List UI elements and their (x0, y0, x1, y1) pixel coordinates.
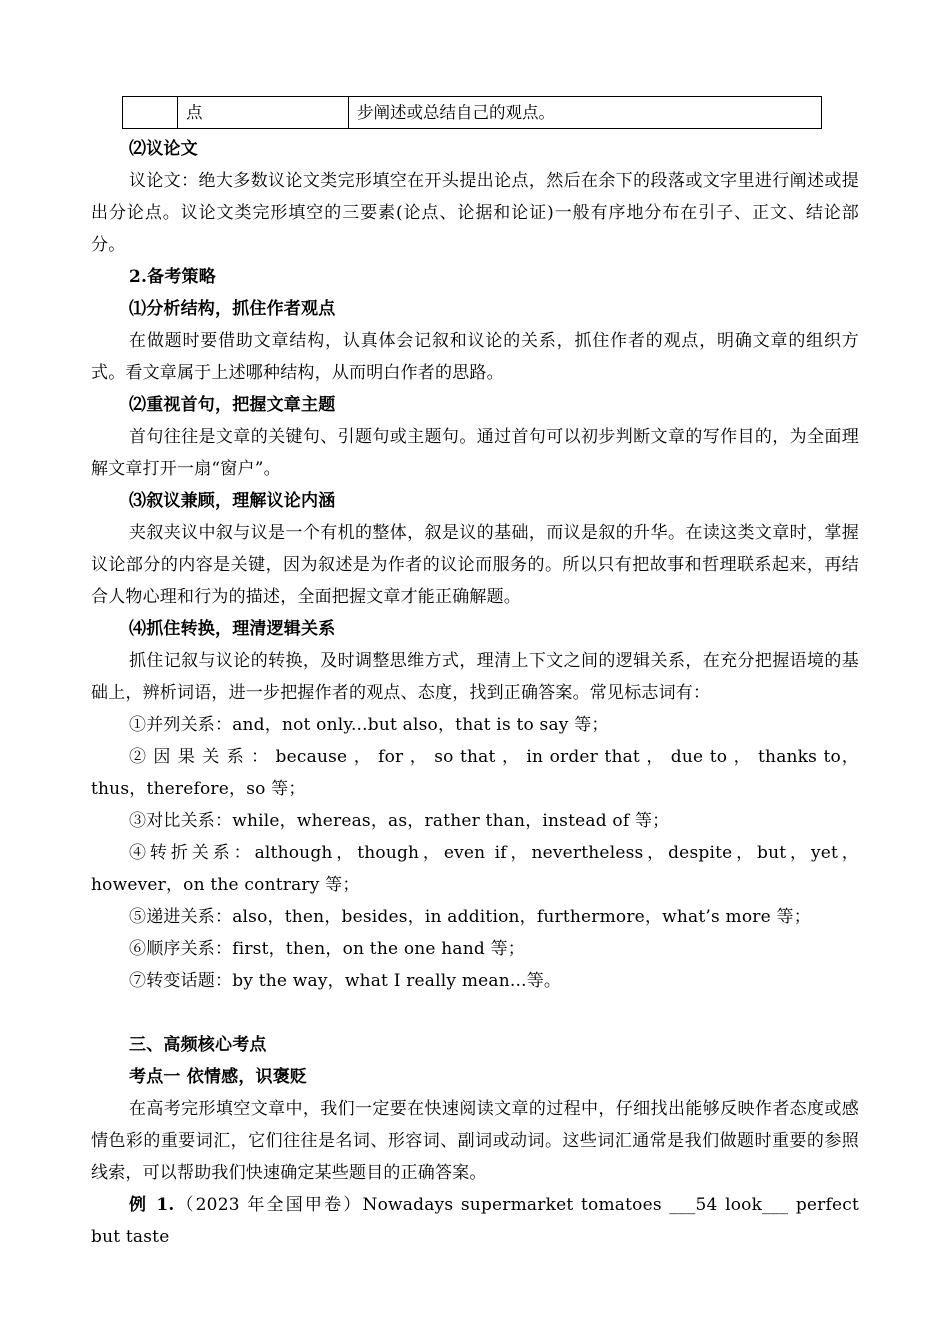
table-cell-description: 步阐述或总结自己的观点。 (349, 97, 822, 129)
strategy-1-title: ⑴分析结构，抓住作者观点 (129, 299, 336, 319)
example-1 (91, 1189, 859, 1253)
core-heading: 三、高频核心考点 (129, 1035, 267, 1055)
marker-contrast: ③对比关系：while，whereas，as，rather than，instead of 等； (129, 811, 670, 831)
table-cell-label: 点 (178, 97, 349, 129)
strategy-3-title: ⑶叙议兼顾，理解议论内涵 (129, 491, 336, 511)
table-fragment (122, 96, 822, 129)
table-cell-empty (123, 97, 178, 129)
example-text: （2023 年全国甲卷）Nowadays supermarket tomatoes ___54 look___ perfect but taste (91, 1195, 859, 1247)
document-body (91, 133, 859, 1253)
argument-heading: ⑵议论文 (129, 139, 198, 159)
marker-topic-change: ⑦转变话题：by the way，what I really mean...等。 (129, 971, 562, 991)
marker-transition: ④转折关系：although，though，even if，nevertheless，despite，but，yet，however，on the contrary 等； (91, 843, 859, 895)
strategy-4-title: ⑷抓住转换，理清逻辑关系 (129, 619, 336, 639)
strategy-2-title: ⑵重视首句，把握文章主题 (129, 395, 336, 415)
table-row (123, 97, 822, 129)
core-point-1-title: 考点一 依情感，识褒贬 (129, 1067, 308, 1087)
strategy-1-text: 在做题时要借助文章结构，认真体会记叙和议论的关系，抓住作者的观点，明确文章的组织方式。看文章属于上述哪种结构，从而明白作者的思路。 (91, 331, 859, 383)
marker-progression: ⑤递进关系：also，then，besides，in addition，furthermore，what’s more 等； (129, 907, 811, 927)
marker-parallel: ①并列关系：and，not only...but also，that is to say 等； (129, 715, 609, 735)
core-point-1-text: 在高考完形填空文章中，我们一定要在快速阅读文章的过程中，仔细找出能够反映作者态度或感情色彩的重要词汇，它们往往是名词、形容词、副词或动词。这些词汇通常是我们做题时重要的参照线索，可以帮助我们快速确定某些题目的正确答案。 (91, 1099, 859, 1183)
marker-cause-effect: ② 因 果 关 系 ： because ， for ， so that ， in order that ， due to ， thanks to，thus，therefore，so 等； (91, 747, 859, 799)
blank-line (91, 997, 859, 1029)
strategy-3-text: 夹叙夹议中叙与议是一个有机的整体，叙是议的基础，而议是叙的升华。在读这类文章时，掌握议论部分的内容是关键，因为叙述是为作者的议论而服务的。所以只有把故事和哲理联系起来，再结合人物心理和行为的描述，全面把握文章才能正确解题。 (91, 523, 859, 607)
example-label: 例 1. (129, 1195, 175, 1215)
strategy-4-text: 抓住记叙与议论的转换，及时调整思维方式，理清上下文之间的逻辑关系，在充分把握语境的基础上，辨析词语，进一步把握作者的观点、态度，找到正确答案。常见标志词有： (91, 651, 859, 703)
marker-sequence: ⑥顺序关系：first，then，on the one hand 等； (129, 939, 525, 959)
strategy-heading: 2.备考策略 (129, 267, 216, 287)
strategy-2-text: 首句往往是文章的关键句、引题句或主题句。通过首句可以初步判断文章的写作目的，为全面理解文章打开一扇“窗户”。 (91, 427, 859, 479)
argument-paragraph: 议论文：绝大多数议论文类完形填空在开头提出论点，然后在余下的段落或文字里进行阐述或提出分论点。议论文类完形填空的三要素(论点、论据和论证)一般有序地分布在引子、正文、结论部分。 (91, 171, 859, 255)
